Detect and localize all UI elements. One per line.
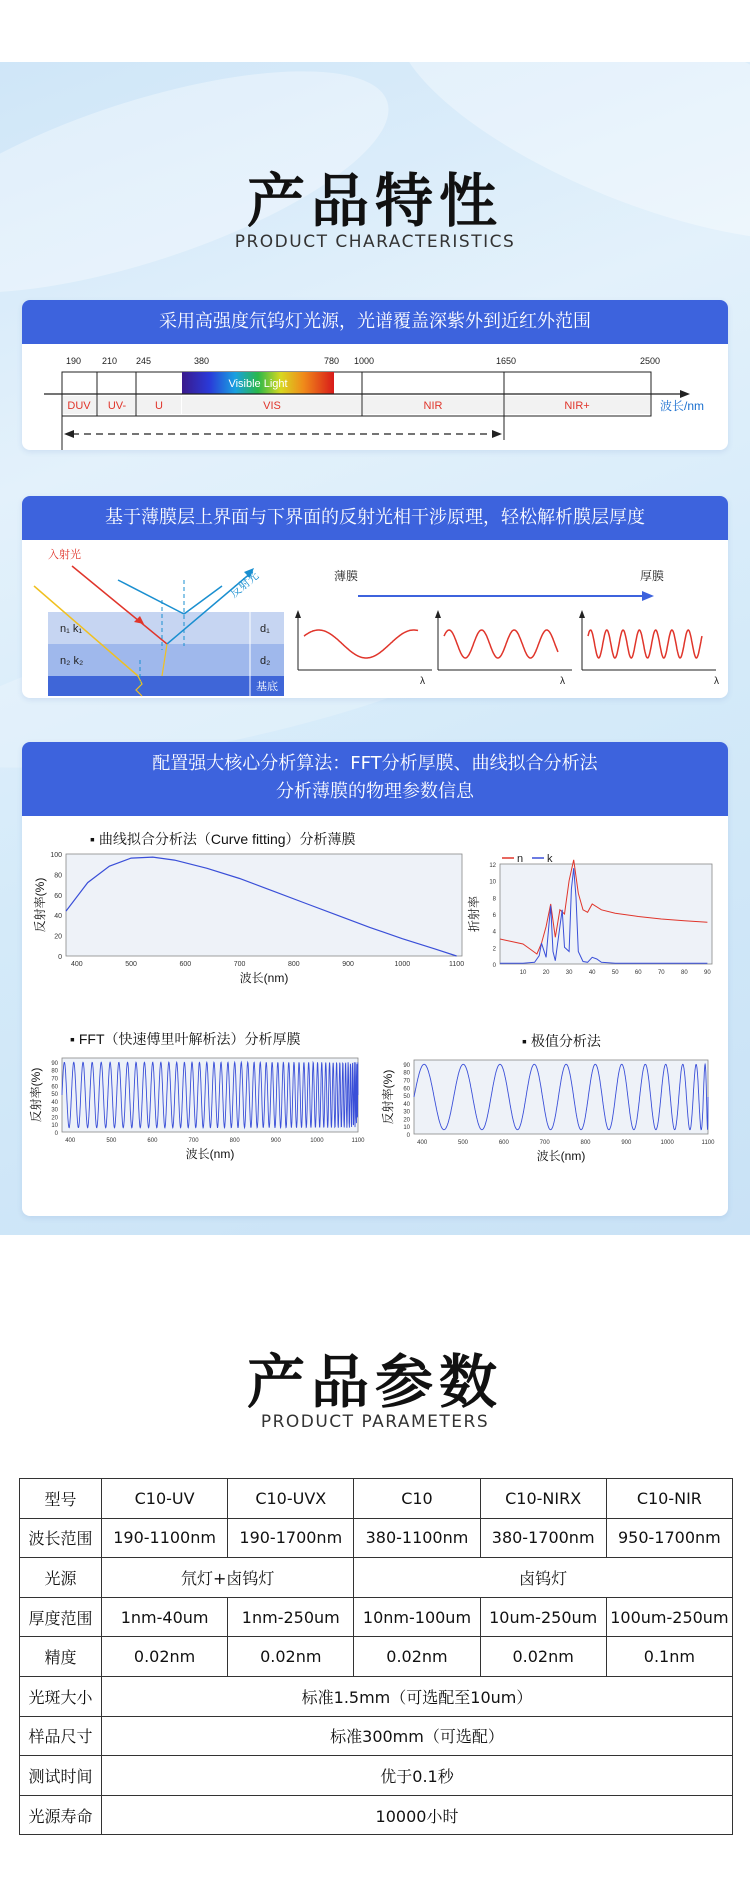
y-tick-label: 80 <box>54 872 62 880</box>
table-cell: 0.02nm <box>102 1637 228 1677</box>
table-row <box>20 1597 733 1637</box>
band-label: NIR+ <box>564 400 590 412</box>
table-cell: 0.02nm <box>228 1637 354 1677</box>
table-cell: 380-1100nm <box>354 1518 480 1558</box>
table-cell: 100um-250um <box>606 1597 732 1637</box>
table-cell: 0.1nm <box>606 1637 732 1677</box>
algorithm-card <box>22 742 728 1216</box>
analysis-charts <box>22 816 728 1216</box>
arrow-right-icon <box>642 591 654 601</box>
table-cell: C10-NIRX <box>480 1479 606 1519</box>
y-axis-label: 反射率(%) <box>381 1069 395 1125</box>
table-cell: 0.02nm <box>480 1637 606 1677</box>
y-tick-label: 70 <box>51 1076 58 1083</box>
d2-label: d₂ <box>260 655 271 667</box>
tick-label: 780 <box>324 356 340 366</box>
band-label: U <box>155 400 163 412</box>
table-row <box>20 1756 733 1796</box>
substrate-label: 基底 <box>256 681 278 693</box>
table-cell: 氘灯+卤钨灯 <box>102 1558 354 1598</box>
interference-card-header: 基于薄膜层上界面与下界面的反射光相干涉原理，轻松解析膜层厚度 <box>22 496 728 540</box>
x-tick-label: 500 <box>457 1140 469 1146</box>
row-label: 光源 <box>20 1558 102 1598</box>
axis-arrow-icon <box>680 390 690 398</box>
tick-label: 380 <box>194 356 210 366</box>
reflected-light-label: 反射光 <box>228 569 262 601</box>
row-label: 光斑大小 <box>20 1676 102 1716</box>
tick-label: 1650 <box>496 356 517 366</box>
table-cell: 0.02nm <box>354 1637 480 1677</box>
table-cell: C10-UVX <box>228 1479 354 1519</box>
row-label: 波长范围 <box>20 1518 102 1558</box>
y-tick-label: 0 <box>58 954 62 961</box>
interference-card <box>22 496 728 698</box>
interference-diagram <box>22 540 728 698</box>
x-tick-label: 500 <box>125 961 137 968</box>
band-label: UV- <box>107 400 127 412</box>
legend-label-n: n <box>517 853 524 865</box>
x-tick-label: 400 <box>417 1140 428 1146</box>
row-label: 样品尺寸 <box>20 1716 102 1756</box>
y-tick-label: 100 <box>50 852 62 859</box>
table-row <box>20 1518 733 1558</box>
x-tick-label: 900 <box>621 1140 632 1146</box>
lambda-label: λ <box>560 676 565 687</box>
medium-waveform-plot <box>435 610 572 687</box>
top-spacer <box>0 0 750 62</box>
table-row <box>20 1558 733 1598</box>
table-cell: 380-1700nm <box>480 1518 606 1558</box>
y-tick-label: 6 <box>492 913 496 919</box>
incident-light-label: 入射光 <box>48 549 81 561</box>
parameters-title: 产品参数 <box>246 1348 503 1416</box>
x-tick-label: 800 <box>580 1140 591 1146</box>
x-tick-label: 500 <box>106 1138 117 1144</box>
y-tick-label: 30 <box>51 1107 58 1114</box>
x-tick-label: 70 <box>657 970 665 976</box>
y-tick-label: 40 <box>54 913 62 921</box>
x-tick-label: 1000 <box>394 961 411 968</box>
x-tick-label: 600 <box>179 961 192 968</box>
y-tick-label: 70 <box>403 1078 410 1085</box>
characteristics-title: 产品特性 <box>246 167 503 235</box>
x-tick-label: 80 <box>681 970 688 976</box>
y-tick-label: 30 <box>403 1109 410 1116</box>
table-cell: C10-NIR <box>606 1479 732 1519</box>
band-label: DUV <box>67 400 91 412</box>
y-tick-label: 40 <box>51 1099 58 1106</box>
visible-light-label: Visible Light <box>228 378 288 390</box>
table-row <box>20 1637 733 1677</box>
table-cell: 950-1700nm <box>606 1518 732 1558</box>
table-cell: 标准1.5mm（可选配至10um） <box>102 1676 733 1716</box>
x-tick-label: 400 <box>65 1138 76 1144</box>
layer1-label: n₁ k₁ <box>60 623 83 635</box>
x-tick-label: 30 <box>565 970 573 976</box>
table-cell: 卤钨灯 <box>354 1558 733 1598</box>
substrate-layer <box>48 676 284 696</box>
curve-fit-title: ▪ 曲线拟合分析法（Curve fitting）分析薄膜 <box>90 831 356 847</box>
arrow-right-icon <box>492 430 502 438</box>
row-label: 光源寿命 <box>20 1795 102 1835</box>
y-tick-label: 8 <box>492 896 496 903</box>
fft-title: ▪ FFT（快速傅里叶解析法）分析厚膜 <box>70 1031 301 1047</box>
y-tick-label: 10 <box>489 879 496 886</box>
plot-area <box>500 864 712 964</box>
y-tick-label: 40 <box>403 1101 410 1108</box>
table-cell: 优于0.1秒 <box>102 1756 733 1796</box>
band-label: VIS <box>263 400 281 412</box>
extremum-title: ▪ 极值分析法 <box>522 1033 601 1049</box>
spectrum-card <box>22 300 728 450</box>
fft-chart <box>28 1058 365 1161</box>
x-tick-label: 40 <box>588 970 596 976</box>
row-label: 型号 <box>20 1479 102 1519</box>
parameters-subtitle: PRODUCT PARAMETERS <box>260 1412 490 1432</box>
x-axis-label: 波长(nm) <box>239 971 289 985</box>
algorithm-header-line1: 配置强大核心分析算法：FFT分析厚膜、曲线拟合分析法 <box>152 753 598 774</box>
thick-film-label: 厚膜 <box>640 569 665 583</box>
characteristics-section <box>0 62 750 1235</box>
y-tick-label: 20 <box>51 1115 58 1122</box>
y-tick-label: 0 <box>54 1131 58 1137</box>
table-cell: 10um-250um <box>480 1597 606 1637</box>
x-tick-label: 1100 <box>701 1140 715 1146</box>
d1-label: d₁ <box>260 623 270 635</box>
spectrum-card-header: 采用高强度氘钨灯光源，光谱覆盖深紫外到近红外范围 <box>22 300 728 344</box>
y-tick-label: 90 <box>51 1060 58 1067</box>
x-tick-label: 700 <box>539 1140 550 1146</box>
x-tick-label: 600 <box>147 1138 158 1144</box>
y-tick-label: 10 <box>403 1125 410 1132</box>
y-tick-label: 80 <box>51 1068 58 1075</box>
x-axis-label: 波长(nm) <box>185 1147 235 1161</box>
x-tick-label: 1100 <box>449 961 465 968</box>
parameters-table <box>19 1478 733 1835</box>
nk-legend <box>502 853 553 865</box>
y-tick-label: 90 <box>403 1062 410 1069</box>
algorithm-header-line2: 分析薄膜的物理参数信息 <box>276 781 474 802</box>
y-tick-label: 60 <box>54 892 62 900</box>
characteristics-subtitle: PRODUCT CHARACTERISTICS <box>234 232 516 252</box>
x-tick-label: 1000 <box>310 1138 324 1144</box>
extremum-chart <box>380 1060 715 1163</box>
nk-chart <box>466 853 712 976</box>
table-cell: 10nm-100um <box>354 1597 480 1637</box>
thick-waveform-plot <box>579 610 719 687</box>
y-tick-label: 10 <box>51 1123 58 1130</box>
table-row <box>20 1676 733 1716</box>
x-tick-label: 400 <box>71 961 83 968</box>
table-cell: C10-UV <box>102 1479 228 1519</box>
thin-waveform-plot <box>295 610 432 687</box>
y-tick-label: 80 <box>403 1070 410 1077</box>
x-tick-label: 20 <box>542 970 550 976</box>
y-tick-label: 20 <box>403 1117 410 1124</box>
lambda-label: λ <box>420 676 425 687</box>
y-tick-label: 50 <box>51 1092 58 1099</box>
x-tick-label: 1000 <box>660 1140 674 1146</box>
tick-label: 2500 <box>640 356 661 366</box>
x-tick-label: 900 <box>270 1138 281 1144</box>
x-tick-label: 90 <box>704 970 711 976</box>
layer2-label: n₂ k₂ <box>60 655 84 667</box>
x-tick-label: 700 <box>188 1138 199 1144</box>
y-axis-label: 反射率(%) <box>29 1067 43 1123</box>
tick-label: 210 <box>102 356 118 366</box>
table-cell: 1nm-40um <box>102 1597 228 1637</box>
table-row <box>20 1716 733 1756</box>
arrow-left-icon <box>64 430 74 438</box>
table-row <box>20 1795 733 1835</box>
lambda-label: λ <box>714 676 719 687</box>
y-axis-label: 反射率(%) <box>33 877 47 933</box>
x-tick-label: 900 <box>342 961 354 968</box>
y-tick-label: 60 <box>51 1084 58 1091</box>
x-tick-label: 1100 <box>351 1138 365 1144</box>
plot-area <box>66 854 462 956</box>
row-label: 测试时间 <box>20 1756 102 1796</box>
row-label: 精度 <box>20 1637 102 1677</box>
y-axis-label: 折射率 <box>467 895 481 933</box>
table-cell: 标准300mm（可选配） <box>102 1716 733 1756</box>
axis-unit-label: 波长/nm <box>660 399 705 413</box>
y-tick-label: 60 <box>403 1086 410 1093</box>
algorithm-card-header <box>22 742 728 816</box>
tick-label: 190 <box>66 356 82 366</box>
y-tick-label: 12 <box>489 863 496 869</box>
table-row <box>20 1479 733 1519</box>
x-tick-label: 600 <box>498 1140 509 1146</box>
table-cell: C10 <box>354 1479 480 1519</box>
table-cell: 190-1700nm <box>228 1518 354 1558</box>
x-tick-label: 700 <box>233 961 246 968</box>
y-tick-label: 20 <box>54 933 62 941</box>
spectrum-range-diagram <box>22 344 728 450</box>
tick-label: 1000 <box>354 356 375 366</box>
tick-label: 245 <box>136 356 152 366</box>
y-tick-label: 4 <box>492 929 496 936</box>
x-tick-label: 60 <box>634 970 642 976</box>
x-tick-label: 800 <box>287 961 300 968</box>
y-tick-label: 2 <box>492 946 496 953</box>
x-tick-label: 10 <box>519 970 527 976</box>
legend-label-k: k <box>547 853 553 865</box>
curve-fit-chart <box>32 852 464 985</box>
y-tick-label: 0 <box>492 963 496 969</box>
thin-film-label: 薄膜 <box>334 569 359 583</box>
table-cell: 10000小时 <box>102 1795 733 1835</box>
table-cell: 190-1100nm <box>102 1518 228 1558</box>
x-tick-label: 50 <box>611 970 619 976</box>
x-axis-label: 波长(nm) <box>536 1149 586 1163</box>
row-label: 厚度范围 <box>20 1597 102 1637</box>
band-label: NIR <box>423 400 443 412</box>
table-cell: 1nm-250um <box>228 1597 354 1637</box>
y-tick-label: 0 <box>406 1133 410 1139</box>
y-tick-label: 50 <box>403 1094 410 1101</box>
x-tick-label: 800 <box>229 1138 240 1144</box>
